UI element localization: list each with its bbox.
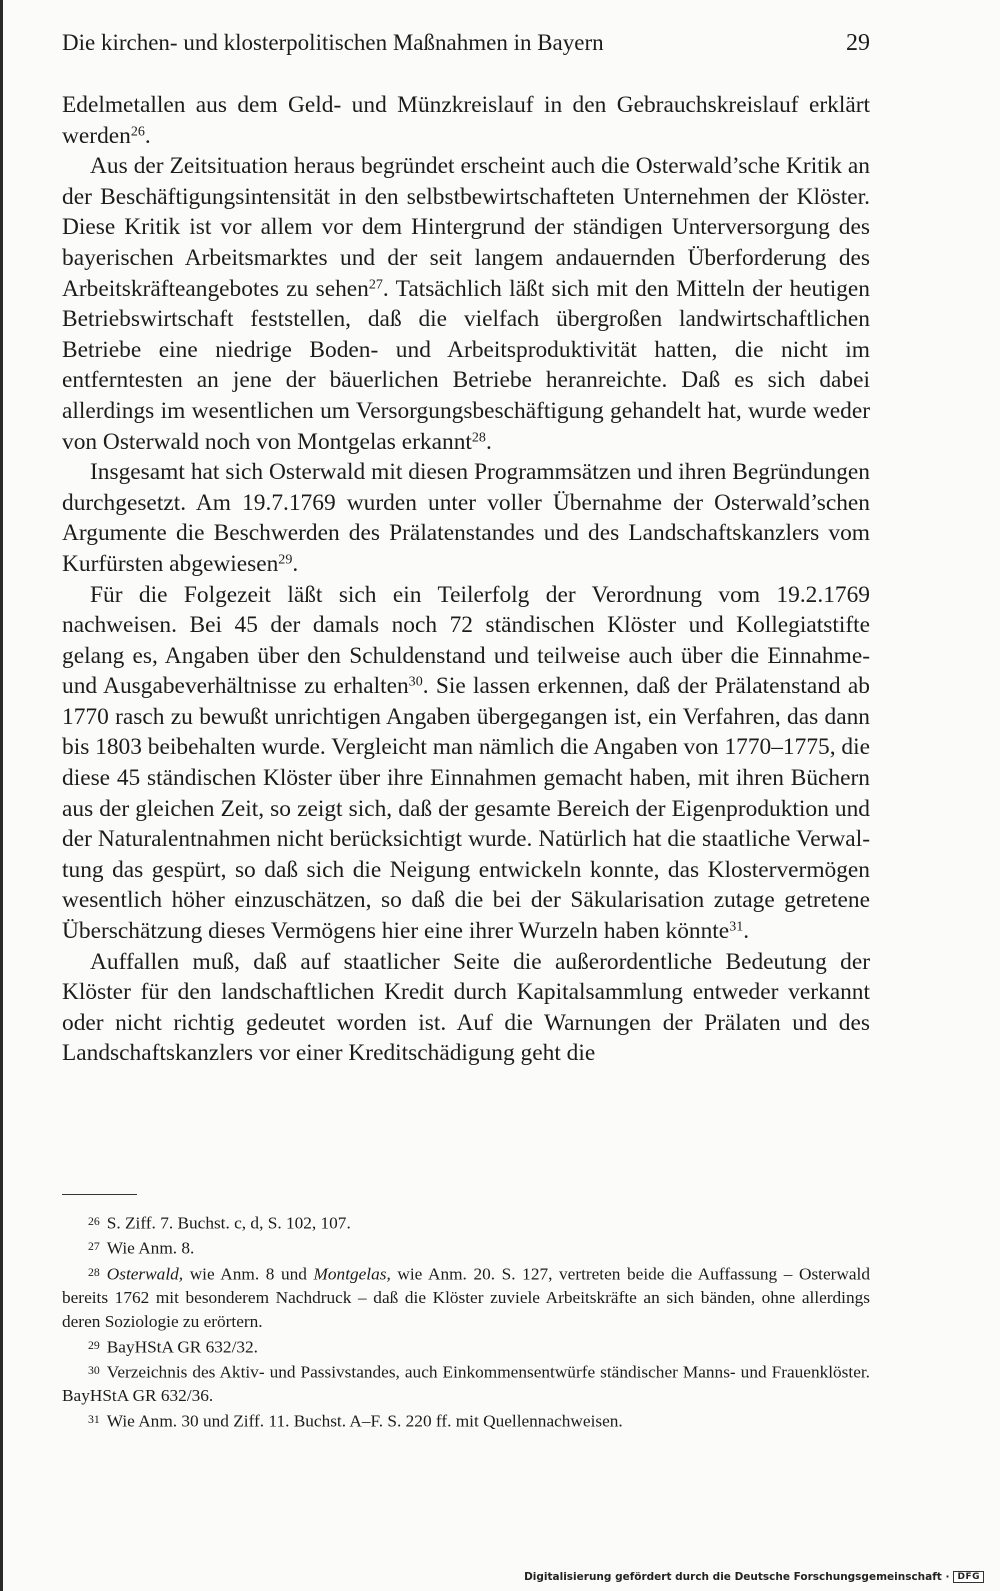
paragraph-3 xyxy=(62,457,870,579)
footnote-text: wie Anm. 8 und xyxy=(183,1264,314,1284)
digitization-credit xyxy=(524,1571,984,1583)
paragraph-5 xyxy=(62,947,870,1069)
footnote-text-continued: wie Anm. 20. S. 127, vertreten beide die Auffassung – Osterwald bereits 1762 mit besonderem Nachdruck – daß die Klöster zuviele Arbeitskräfte an sich bänden, ohne allerdings deren Soziologie zu erörtern. xyxy=(62,1264,870,1331)
footnote-separator xyxy=(62,1194,137,1195)
author-name-montgelas: Montgelas, xyxy=(313,1264,391,1284)
footnote-text: BayHStA GR 632/32. xyxy=(106,1337,258,1357)
paragraph-text-continued: . Sie lassen erkennen, daß der Prälatenstand ab 1770 rasch zu bewußt unrichtigen Angaben übergegangen ist, ein Verfahren, das dann bis 1803 beibehalten wurde. Vergleicht man nämlich die Angaben von 1770–1775, die diese 45 ständischen Klöster über ihre Einnahmen gemacht haben, mit ihren Büchern aus der gleichen Zeit, so zeigt sich, daß der gesamte Bereich der Eigenproduktion und der Naturalentnahmen nicht berücksichtigt wurde. Natürlich hat die staatliche Verwaltung das gespürt, so daß sich die Neigung entwickeln konnte, das Klostervermögen wesentlich höher einzuschätzen, so daß die bei der Säkularisation zutage getretene Überschätzung dieses Vermögens hier eine ihrer Wurzeln haben könnte xyxy=(62,673,870,945)
footnote-text: Verzeichnis des Aktiv- und Passivstandes, auch Einkommensentwürfe ständischer Manns- und Frauenklöster. BayHStA GR 632/36. xyxy=(62,1362,870,1406)
footnote-26 xyxy=(62,1210,870,1235)
footnote-number: 28 xyxy=(88,1265,100,1279)
footnote-number: 31 xyxy=(88,1412,100,1426)
footnotes xyxy=(62,1210,870,1433)
footnote-number: 29 xyxy=(88,1338,100,1352)
paragraph-text: Insgesamt hat sich Osterwald mit diesen Programmsätzen und ihren Begründungen durchgesetzt. Am 19.7.1769 wurden unter voller Übernahme der Osterwald’schen Argumente die Beschwerden des Prälatenstandes und des Landschaftskanzlers vom Kurfürsten abgewiesen xyxy=(62,459,870,577)
footnote-ref-28[interactable]: 28 xyxy=(471,428,486,445)
running-title: Die kirchen- und klosterpolitischen Maßnahmen in Bayern xyxy=(62,30,604,55)
page-number: 29 xyxy=(846,30,870,56)
footnote-ref-30[interactable]: 30 xyxy=(408,673,423,690)
footnote-text: Wie Anm. 8. xyxy=(106,1238,195,1258)
footnote-ref-26[interactable]: 26 xyxy=(130,122,145,139)
footnote-number: 30 xyxy=(88,1363,100,1377)
credit-text: Digitalisierung gefördert durch die Deutsche Forschungsgemeinschaft · xyxy=(524,1571,950,1583)
footnote-ref-29[interactable]: 29 xyxy=(278,551,293,568)
paragraph-text: Für die Folgezeit läßt sich ein Teilerfolg der Verordnung vom 19.2.1769 nachweisen. Bei 45 der damals noch 72 ständischen Klöster und Kollegiatstifte gelang es, Angaben über den Schuldenstand und teilweise auch über die Einnahme- und Ausgabeverhältnisse zu erhalten xyxy=(62,581,870,700)
footnote-30 xyxy=(62,1359,870,1408)
paragraph-2 xyxy=(62,151,870,457)
paragraph-text: Auffallen muß, daß auf staatlicher Seite die außerordentliche Bedeutung der Klöster für den landschaftlichen Kredit durch Kapitalsammlung entweder verkannt oder nicht richtig gedeutet worden ist. Auf die Warnungen der Prälaten und des Landschaftskanzlers vor einer Kreditschädigung geht die xyxy=(62,948,870,1067)
paragraph-end: . xyxy=(743,918,750,945)
author-name-osterwald: Osterwald, xyxy=(106,1264,184,1284)
footnote-number: 26 xyxy=(88,1215,100,1228)
paragraph-end: . xyxy=(485,428,492,455)
footnote-text: S. Ziff. 7. Buchst. c, d, S. 102, 107. xyxy=(106,1213,351,1233)
footnote-number: 27 xyxy=(88,1240,100,1254)
paragraph-text-continued: . Tatsächlich läßt sich mit den Mitteln der heutigen Betriebswirtschaft feststellen, daß die vielfach übergroßen landwirtschaftlichen Betriebe eine niedrige Boden- und Arbeitsproduktivität hatten, die nicht im entferntesten an jene der bäuerlichen Betriebe heranreichte. Daß es sich dabei allerdings im wesentlichen um Versorgungsbeschäftigung gehandelt hat, wurde weder von Osterwald noch von Montgelas erkannt xyxy=(62,275,871,455)
footnote-28 xyxy=(62,1261,870,1334)
paragraph-text: Aus der Zeitsituation heraus begründet erscheint auch die Osterwald’sche Kritik an der Beschäftigungsintensität in den selbstbewirtschafteten Unternehmen der Klöster. Diese Kritik ist vor allem vor dem Hintergrund der ständigen Unterversorgung des bayerischen Arbeitsmarktes und der seit langem andauernden Überforderung des Arbeitskräfteangebotes zu sehen xyxy=(62,153,870,302)
dfg-logo-icon: DFG xyxy=(953,1571,984,1583)
paragraph-end: . xyxy=(292,550,299,577)
scan-page-edge xyxy=(0,0,3,1591)
footnote-ref-27[interactable]: 27 xyxy=(368,275,383,292)
footnote-27 xyxy=(62,1235,870,1260)
footnote-31 xyxy=(62,1408,870,1433)
footnote-ref-31[interactable]: 31 xyxy=(729,918,744,935)
paragraph-end: . xyxy=(144,122,151,149)
paragraph-4 xyxy=(62,580,870,947)
paragraph-text: Edelmetallen aus dem Geld- und Münzkreislauf in den Gebrauchskreislauf erklärt werden xyxy=(62,92,870,149)
footnote-29 xyxy=(62,1334,870,1359)
running-header xyxy=(62,30,870,57)
main-text xyxy=(62,90,870,1069)
footnote-text: Wie Anm. 30 und Ziff. 11. Buchst. A–F. S. 220 ff. mit Quellennachweisen. xyxy=(106,1411,623,1431)
paragraph-1 xyxy=(62,90,870,151)
